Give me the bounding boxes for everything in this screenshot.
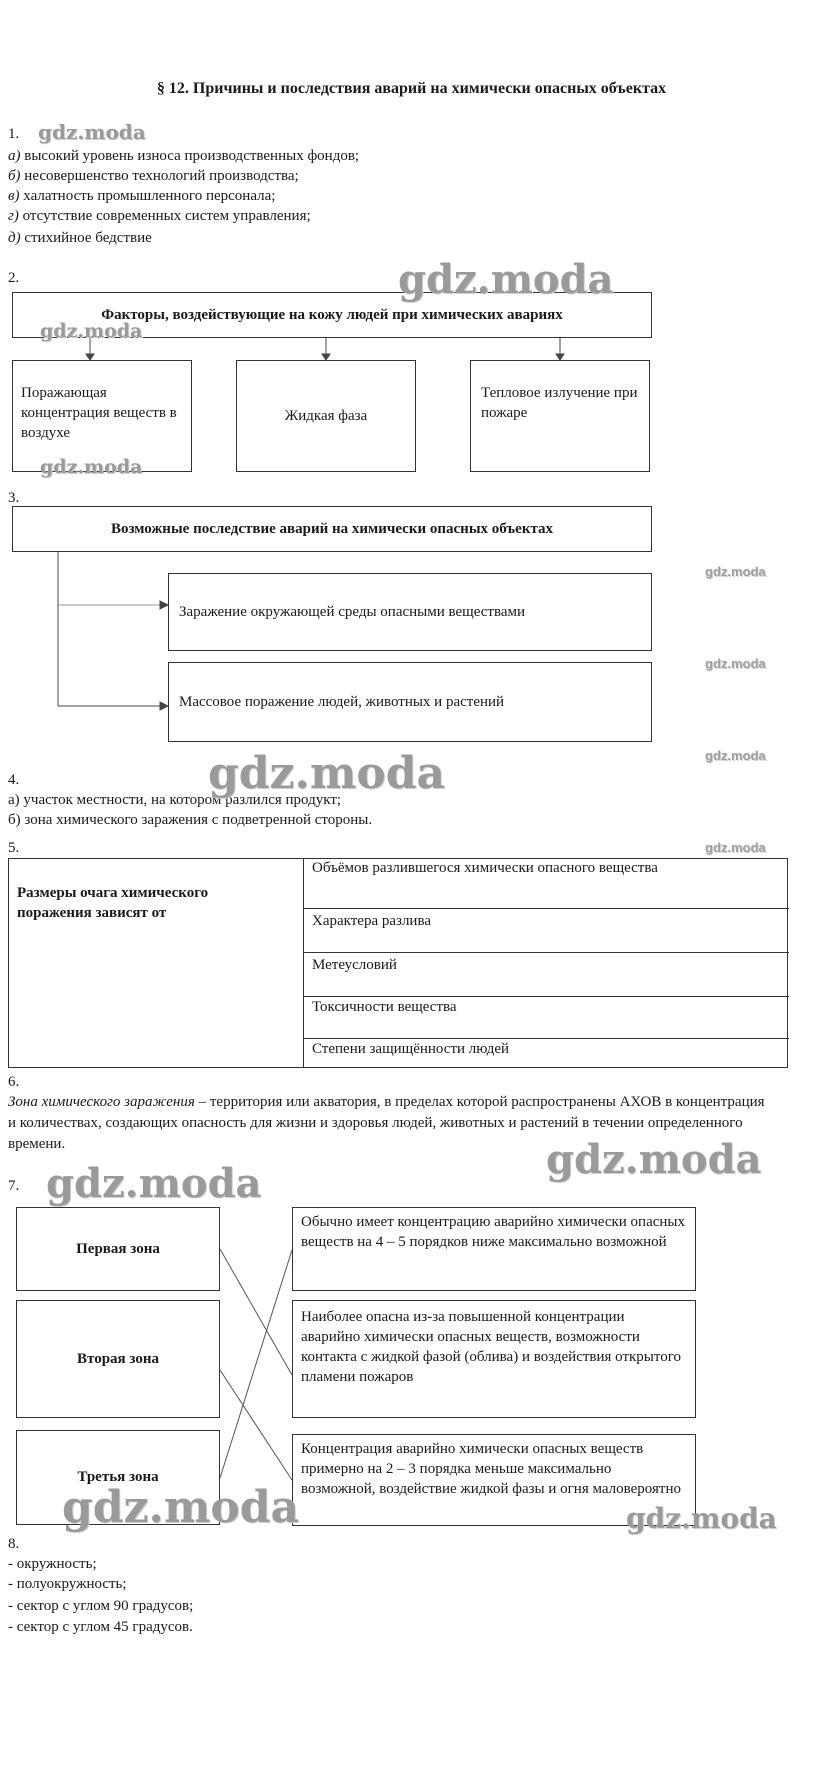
watermark: gdz.moda — [705, 840, 766, 855]
watermark: gdz.moda — [62, 1482, 300, 1533]
q3-number: 3. — [8, 490, 20, 506]
q2-box-air: Поражающая концентрация веществ в воздухе — [12, 360, 192, 472]
q4-line-a: а) участок местности, на котором разлился продукт; — [8, 792, 342, 808]
q5-row: Объёмов разлившегося химически опасного вещества — [312, 860, 658, 876]
q5-right-column — [303, 859, 789, 1067]
q6-term: Зона химического заражения — [8, 1094, 195, 1110]
watermark: gdz.moda — [398, 256, 614, 303]
q8-item: - сектор с углом 90 градусов; — [8, 1598, 194, 1614]
q2-number: 2. — [8, 270, 20, 286]
q5-row: Степени защищённости людей — [304, 1038, 789, 1070]
q7-desc-third: Концентрация аварийно химически опасных веществ примерно на 2 – 3 порядка меньше максимально возможной, воздействие жидкой фазы и огня маловероятно — [292, 1434, 696, 1526]
q8-number: 8. — [8, 1536, 20, 1552]
watermark: gdz.moda — [705, 748, 766, 763]
watermark: gdz.moda — [40, 320, 143, 342]
watermark: gdz.moda — [40, 456, 143, 478]
q1-item-d: д) стихийное бедствие — [8, 230, 152, 246]
q6-def-text: – территория или акватория, в пределах которой распространены АХОВ в концентрация и количествах, создающих опасность для жизни и здоровья людей, животных и растений в течении определенного времени. — [8, 1094, 765, 1152]
q5-row: Метеусловий — [304, 952, 789, 1001]
page-title: § 12. Причины и последствия аварий на химически опасных объектах — [156, 80, 667, 97]
q3-box-mass-damage: Массовое поражение людей, животных и растений — [168, 662, 652, 742]
q5-row: Характера разлива — [304, 908, 789, 957]
q7-number: 7. — [8, 1178, 20, 1194]
q7-zone-third: Третья зона — [16, 1430, 220, 1525]
q2-header-text: Факторы, воздействующие на кожу людей при химических авариях — [101, 306, 563, 323]
q6-number: 6. — [8, 1074, 20, 1090]
q1-item-g: г) отсутствие современных систем управления; — [8, 208, 311, 224]
q3-arrowhead-1 — [160, 601, 168, 609]
q7-match-second-third — [220, 1370, 292, 1480]
watermark: gdz.moda — [705, 656, 766, 671]
q5-left-label: Размеры очага химического поражения зависят от — [17, 885, 209, 921]
q2-box-liquid: Жидкая фаза — [236, 360, 416, 472]
q1-item-v: в) халатность промышленного персонала; — [8, 188, 276, 204]
q2-box-heat: Тепловое излучение при пожаре — [470, 360, 650, 472]
q8-item: - сектор с углом 45 градусов. — [8, 1619, 193, 1635]
q1-number: 1. — [8, 126, 20, 142]
q1-item-b: б) несовершенство технологий производства; — [8, 168, 299, 184]
q5-row: Токсичности вещества — [304, 996, 789, 1041]
q1-item-a: а) высокий уровень износа производственных фондов; — [8, 148, 360, 164]
q4-number: 4. — [8, 772, 20, 788]
q3-box-environment: Заражение окружающей среды опасными веществами — [168, 573, 652, 651]
q4-line-b: б) зона химического заражения с подветренной стороны. — [8, 812, 373, 828]
watermark: gdz.moda — [546, 1136, 762, 1183]
q3-header-box — [12, 506, 652, 552]
q8-item: - окружность; — [8, 1556, 97, 1572]
watermark: gdz.moda — [705, 564, 766, 579]
q5-number: 5. — [8, 840, 20, 856]
watermark: gdz.moda — [626, 1502, 777, 1535]
q7-zone-second: Вторая зона — [16, 1300, 220, 1418]
q8-item: - полуокружность; — [8, 1576, 127, 1592]
watermark: gdz.moda — [46, 1160, 262, 1207]
q7-desc-second: Наиболее опасна из-за повышенной концентрации аварийно химически опасных веществ, возможности контакта с жидкой фазой (облива) и воздействия открытого пламени пожаров — [292, 1300, 696, 1418]
watermark: gdz.moda — [208, 748, 446, 799]
q7-match-first-second — [220, 1249, 292, 1375]
q3-arrowhead-2 — [160, 702, 168, 710]
watermark: gdz.moda — [38, 120, 146, 144]
q7-desc-first: Обычно имеет концентрацию аварийно химически опасных веществ на 4 – 5 порядков ниже максимально возможной — [292, 1207, 696, 1291]
q5-table — [8, 858, 788, 1068]
q7-match-third-first — [220, 1250, 292, 1478]
q7-zone-first: Первая зона — [16, 1207, 220, 1291]
q3-header-text: Возможные последствие аварий на химически опасных объектах — [110, 520, 554, 537]
